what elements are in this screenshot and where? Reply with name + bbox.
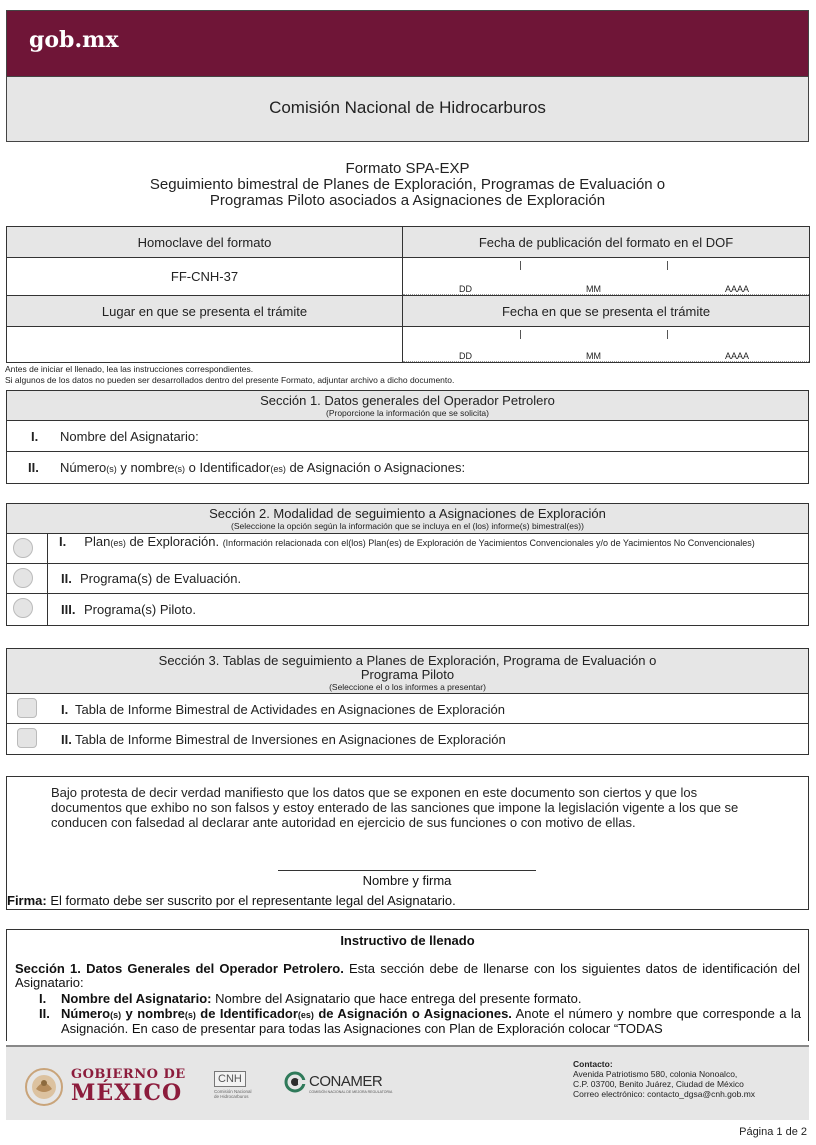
programa-evaluacion-radio[interactable] — [13, 568, 33, 588]
item-number: I. — [39, 991, 47, 1006]
section-3-subtitle: (Seleccione el o los informes a presentar) — [329, 682, 486, 692]
item-number: II. — [61, 732, 72, 747]
section-1-header — [7, 391, 808, 421]
programa-piloto-label: Programa(s) Piloto. — [84, 602, 196, 617]
declaration-box — [6, 776, 809, 910]
programa-evaluacion-label: Programa(s) de Evaluación. — [80, 571, 242, 586]
section-3 — [6, 648, 809, 755]
item-number: III. — [61, 602, 76, 617]
conamer-logo: CONAMER COMISIÓN NACIONAL DE MEJORA REGULATORIA — [284, 1071, 306, 1098]
homoclave-value: FF-CNH-37 — [7, 258, 403, 296]
form-title-line2: Seguimiento bimestral de Planes de Exploración, Programas de Evaluación o — [149, 176, 666, 193]
informe-actividades-label: Tabla de Informe Bimestral de Actividades en Asignaciones de Exploración — [75, 702, 505, 717]
date-separator — [520, 261, 521, 270]
date-underline — [403, 361, 809, 362]
place-field[interactable] — [7, 327, 403, 363]
option-programa-piloto[interactable] — [7, 594, 808, 625]
declaration-text: Bajo protesta de decir verdad manifiesto que los datos que se exponen en este documento son ciertos y que los documentos que exhibo no son falsos y estoy enterado de las sanciones que impone la legislación vigente a los que se conducen con falsedad al declarar ante autoridad en ejercicio de sus funciones o con motivo de ellas. — [51, 785, 739, 830]
filing-date-field[interactable] — [403, 327, 810, 363]
pub-date-label: Fecha de publicación del formato en el DOF — [403, 227, 810, 258]
aaaa-label: AAAA — [725, 351, 750, 361]
section-3-title: Sección 3. Tablas de seguimiento a Planes de Exploración, Programa de Evaluación o — [158, 653, 657, 668]
divider — [47, 594, 48, 625]
note-attachments: Si algunos de los datos no pueden ser desarrollados dentro del presente Formato, adjuntar archivo a dicho documento. — [5, 375, 455, 385]
asignacion-label: Número(s) y nombre(s) o Identificador(es) de Asignación o Asignaciones: — [60, 460, 466, 475]
informe-inversiones-checkbox[interactable] — [17, 728, 37, 748]
section-3-header — [7, 649, 808, 694]
form-title — [6, 161, 809, 209]
info-table — [6, 226, 810, 363]
item-number: II. — [28, 460, 39, 475]
instructions-section-1: Sección 1. Datos Generales del Operador Petrolero. Esta sección debe de llenarse con los siguientes datos de identificación del Asignatario: — [15, 961, 800, 990]
plan-exploracion-label: I. Plan(es) de Exploración. (Información relacionada con el(los) Plan(es) de Exploración de Yacimientos Convencionales y/o de Yacimientos No Convencionales) — [59, 534, 755, 549]
date-separator — [667, 330, 668, 339]
section-2-header — [7, 504, 808, 534]
note-instructions: Antes de iniciar el llenado, lea las instrucciones correspondientes. — [5, 364, 254, 374]
section-1-title: Sección 1. Datos generales del Operador Petrolero — [260, 393, 555, 408]
section-3-title-line2: Programa Piloto — [360, 667, 455, 682]
informe-actividades-checkbox[interactable] — [17, 698, 37, 718]
section-2 — [6, 503, 809, 626]
instructions-title: Instructivo de llenado — [340, 933, 475, 948]
asignatario-name-label: Nombre del Asignatario: — [60, 429, 199, 444]
place-label: Lugar en que se presenta el trámite — [7, 296, 403, 327]
form-code: Formato SPA-EXP — [345, 160, 470, 177]
cnh-logo: CNH Comisión Nacional de Hidrocarburos — [214, 1073, 252, 1099]
option-programa-evaluacion[interactable] — [7, 564, 808, 594]
mm-label: MM — [586, 351, 601, 361]
section-2-subtitle: (Seleccione la opción según la información que se incluya en el (los) informe(s) bimestral(es)) — [231, 521, 584, 531]
date-separator — [520, 330, 521, 339]
section-1 — [6, 390, 809, 484]
filing-date-label: Fecha en que se presenta el trámite — [403, 296, 810, 327]
date-separator — [667, 261, 668, 270]
option-plan-exploracion[interactable] — [7, 534, 808, 564]
asignacion-row[interactable] — [7, 452, 808, 483]
date-underline — [403, 294, 809, 295]
mexico-coat-of-arms-icon — [24, 1065, 64, 1109]
programa-piloto-radio[interactable] — [13, 598, 33, 618]
plan-exploracion-radio[interactable] — [13, 538, 33, 558]
contact-info: Contacto: Avenida Patriotismo 580, colonia Nonoalco, C.P. 03700, Benito Juárez, Ciudad de México Correo electrónico: contacto_dgsa@cnh.gob.mx — [573, 1059, 756, 1099]
header-band — [6, 10, 809, 77]
asignatario-name-row[interactable] — [7, 421, 808, 452]
signature-line[interactable] — [278, 870, 536, 871]
section-1-subtitle: (Proporcione la información que se solicita) — [326, 408, 489, 418]
form-title-line3: Programas Piloto asociados a Asignaciones de Exploración — [209, 192, 606, 209]
signature-label: Nombre y firma — [362, 873, 452, 888]
gobmx-logo[interactable]: gob.mx — [29, 27, 119, 53]
agency-bar — [6, 77, 809, 142]
conamer-icon — [284, 1071, 306, 1093]
item-number: I. — [31, 429, 39, 444]
dd-label: DD — [459, 351, 472, 361]
pub-date-field[interactable] — [403, 258, 810, 296]
instructions-item-ii: Número(s) y nombre(s) de Identificador(es) de Asignación o Asignaciones. Anote el número y nombre que corresponde a la Asignación. En caso de presentar para todas las Asignaciones con Plan de Exploración colocar “TODAS — [61, 1006, 802, 1036]
instructions-box — [6, 929, 809, 1041]
option-informe-inversiones[interactable] — [7, 724, 808, 754]
item-number: II. — [39, 1006, 50, 1021]
dd-label: DD — [459, 284, 472, 294]
mm-label: MM — [586, 284, 601, 294]
footer — [6, 1045, 809, 1120]
option-informe-actividades[interactable] — [7, 694, 808, 724]
item-number: I. — [61, 702, 69, 717]
agency-name: Comisión Nacional de Hidrocarburos — [269, 98, 546, 117]
instructions-item-i: Nombre del Asignatario: Nombre del Asignatario que hace entrega del presente formato. — [61, 991, 582, 1006]
item-number: II. — [61, 571, 72, 586]
informe-inversiones-label: Tabla de Informe Bimestral de Inversiones en Asignaciones de Exploración — [75, 732, 506, 747]
section-2-title: Sección 2. Modalidad de seguimiento a Asignaciones de Exploración — [209, 506, 606, 521]
aaaa-label: AAAA — [725, 284, 750, 294]
divider — [47, 534, 48, 563]
contact-email[interactable]: Correo electrónico: contacto_dgsa@cnh.gob.mx — [573, 1089, 756, 1099]
page-number: Página 1 de 2 — [739, 1126, 807, 1138]
homoclave-label: Homoclave del formato — [7, 227, 403, 258]
gobierno-de-mexico-logo: GOBIERNO DE MÉXICO — [71, 1067, 186, 1106]
divider — [47, 564, 48, 593]
firma-note: Firma: El formato debe ser suscrito por el representante legal del Asignatario. — [7, 893, 456, 908]
